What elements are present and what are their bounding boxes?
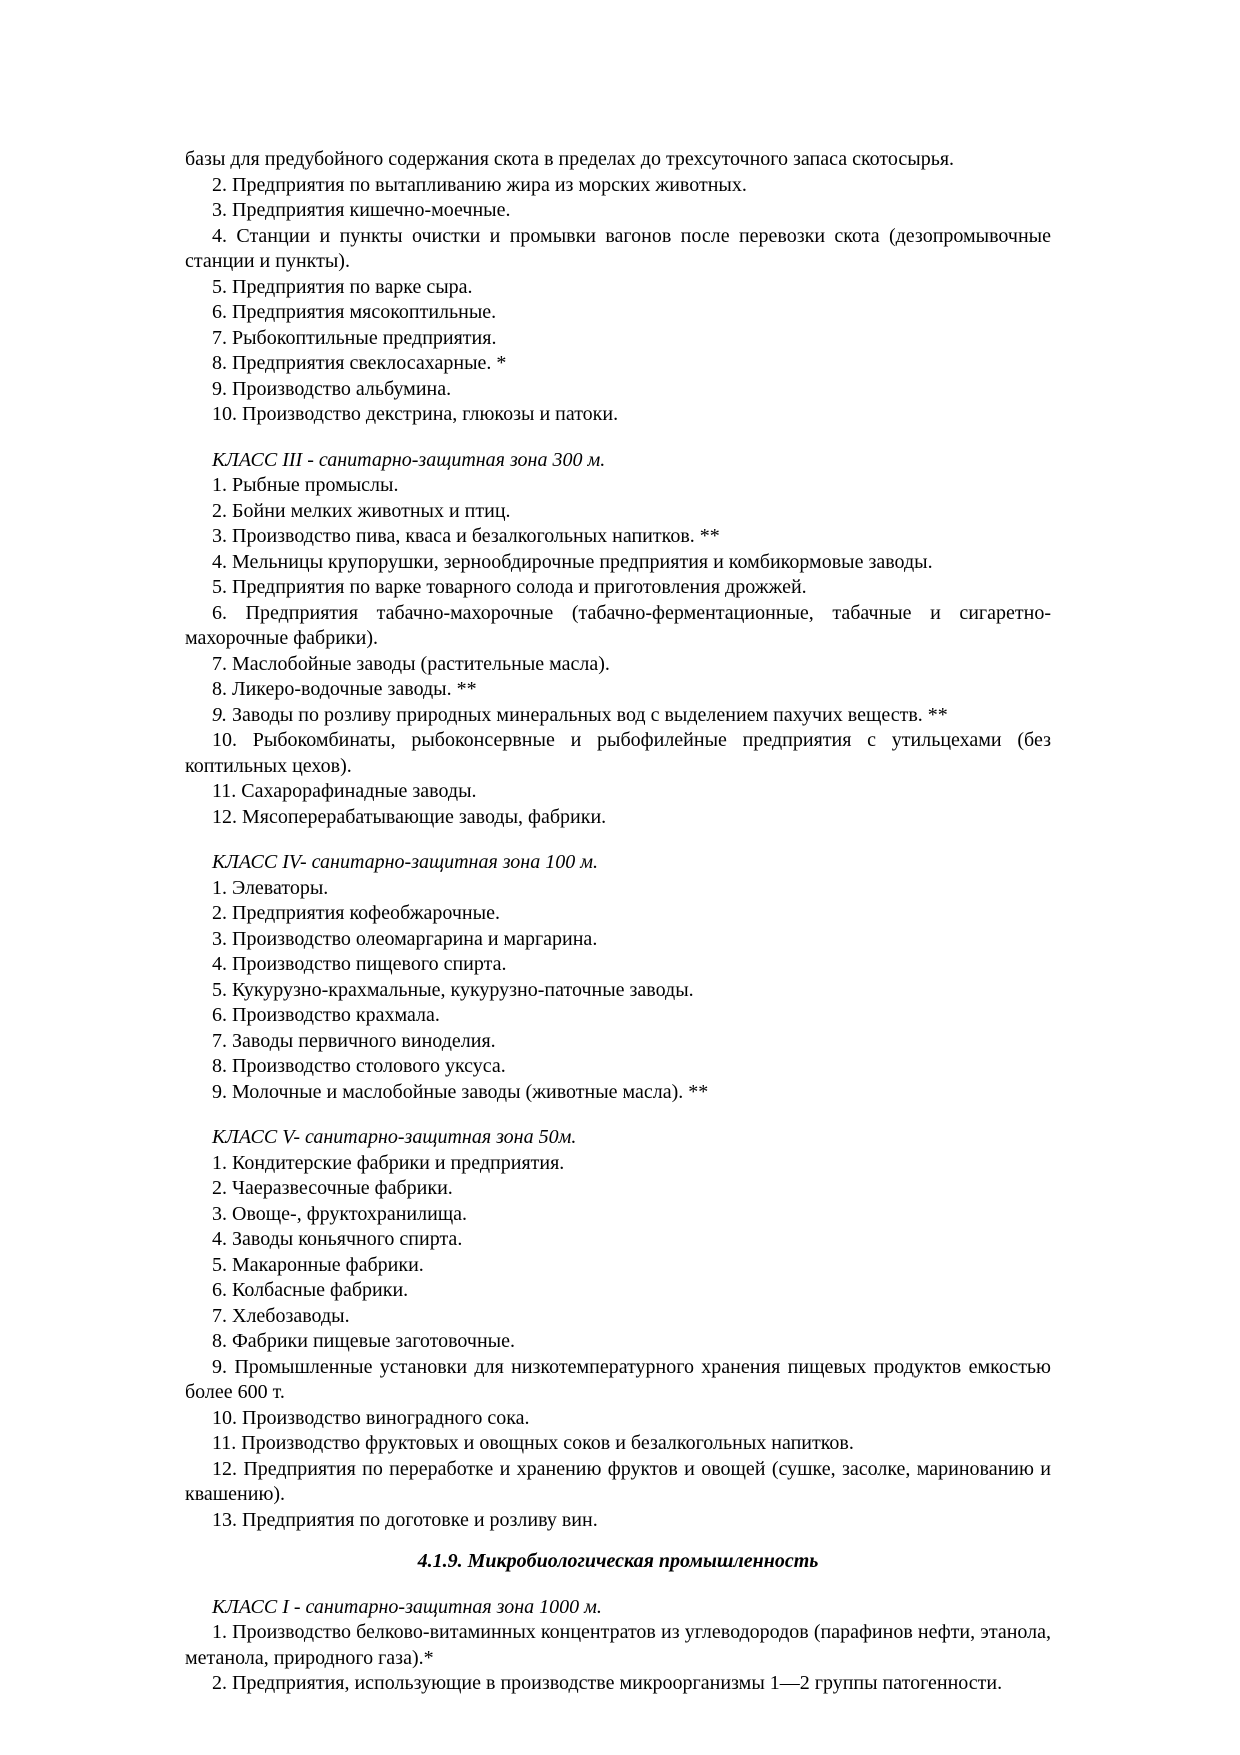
list-item: 11. Производство фруктовых и овощных соков и безалкогольных напитков. (212, 1432, 854, 1454)
class-heading: КЛАСС IV- санитарно-защитная зона 100 м. (212, 851, 598, 873)
list-item: 8. Ликеро-водочные заводы. ** (212, 678, 477, 700)
list-item: 3. Производство олеомаргарина и маргарина. (212, 927, 598, 950)
list-item: 6. Производство крахмала. (212, 1004, 440, 1026)
list-item: 7. Маслобойные заводы (растительные масла). (212, 652, 610, 675)
list-item: 7. Хлебозаводы. (212, 1304, 350, 1327)
list-item: 10. Рыбокомбинаты, рыбоконсервные и рыбофилейные предприятия с утильцехами (без коптильных цехов). (185, 729, 1051, 777)
list-item: 2. Предприятия кофеобжарочные. (212, 902, 500, 924)
list-item: 8. Производство столового уксуса. (212, 1055, 506, 1077)
list-item: 6. Предприятия мясокоптильные. (212, 301, 497, 323)
class-heading: КЛАСС V- санитарно-защитная зона 50м. (212, 1126, 577, 1148)
list-item: 9. Молочные и маслобойные заводы (животные масла). ** (212, 1080, 709, 1103)
list-item: 4. Мельницы крупорушки, зернообдирочные предприятия и комбикормовые заводы. (212, 550, 933, 573)
list-item: 7. Заводы первичного виноделия. (212, 1029, 496, 1052)
section-heading: 4.1.9. Микробиологическая промышленность (417, 1550, 819, 1572)
list-item: 2. Предприятия, использующие в производстве микроорганизмы 1—2 группы патогенности. (212, 1672, 1003, 1694)
list-item: 12. Предприятия по переработке и хранению фруктов и овощей (сушке, засолке, маринованию и квашению). (185, 1457, 1051, 1505)
list-item: 3. Предприятия кишечно-моечные. (212, 199, 511, 221)
list-item: 4. Заводы коньячного спирта. (212, 1228, 463, 1250)
list-item: 5. Макаронные фабрики. (212, 1253, 424, 1276)
list-item: 8. Фабрики пищевые заготовочные. (212, 1330, 515, 1352)
list-item: 10. Производство декстрина, глюкозы и патоки. (212, 403, 619, 425)
document-body (185, 147, 1051, 1697)
list-item: 8. Предприятия свеклосахарные. * (212, 352, 507, 374)
list-item: 13. Предприятия по доготовке и розливу вин. (212, 1508, 598, 1531)
list-item: 1. Производство белково-витаминных концентратов из углеводородов (парафинов нефти, этанола, метанола, природного газа).* (185, 1621, 1051, 1669)
list-item: 1. Кондитерские фабрики и предприятия. (212, 1151, 565, 1174)
list-item: 7. Рыбокоптильные предприятия. (212, 326, 497, 349)
list-item: 5. Предприятия по варке товарного солода и приготовления дрожжей. (212, 576, 807, 598)
list-item: 1. Элеваторы. (212, 876, 329, 899)
list-item: 4. Производство пищевого спирта. (212, 953, 507, 975)
list-item: 1. Рыбные промыслы. (212, 474, 399, 496)
list-item: 11. Сахарорафинадные заводы. (212, 780, 477, 802)
list-item: 6. Предприятия табачно-махорочные (табачно-ферментационные, табачные и сигаретно-махорочные фабрики). (185, 601, 1051, 649)
list-item: 2. Чаеразвесочные фабрики. (212, 1177, 453, 1199)
list-item: 10. Производство виноградного сока. (212, 1406, 530, 1429)
paragraph-continuation: базы для предубойного содержания скота в пределах до трехсуточного запаса скотосырья. (185, 148, 955, 170)
list-item (185, 703, 1051, 729)
list-item: 6. Колбасные фабрики. (212, 1279, 409, 1301)
list-item: 2. Предприятия по вытапливанию жира из морских животных. (212, 173, 747, 196)
item-text: Заводы по розливу природных минеральных вод с выделением пахучих веществ. ** (227, 703, 948, 726)
list-item: 3. Производство пива, кваса и безалкогольных напитков. ** (212, 525, 720, 547)
list-item: 2. Бойни мелких животных и птиц. (212, 499, 511, 522)
class-heading: КЛАСС I - санитарно-защитная зона 1000 м. (212, 1595, 602, 1618)
class-heading: КЛАСС III - санитарно-защитная зона 300 м. (212, 448, 606, 471)
list-item: 12. Мясоперерабатывающие заводы, фабрики. (212, 805, 607, 828)
list-item: 5. Кукурузно-крахмальные, кукурузно-паточные заводы. (212, 978, 694, 1001)
list-item: 9. Производство альбумина. (212, 377, 452, 400)
list-item: 5. Предприятия по варке сыра. (212, 275, 473, 298)
item-number-italic: 9. (212, 703, 227, 726)
list-item: 9. Промышленные установки для низкотемпературного хранения пищевых продуктов емкостью более 600 т. (185, 1355, 1051, 1403)
list-item: 4. Станции и пункты очистки и промывки вагонов после перевозки скота (дезопромывочные станции и пункты). (185, 224, 1051, 272)
list-item: 3. Овоще-, фруктохранилища. (212, 1202, 468, 1225)
